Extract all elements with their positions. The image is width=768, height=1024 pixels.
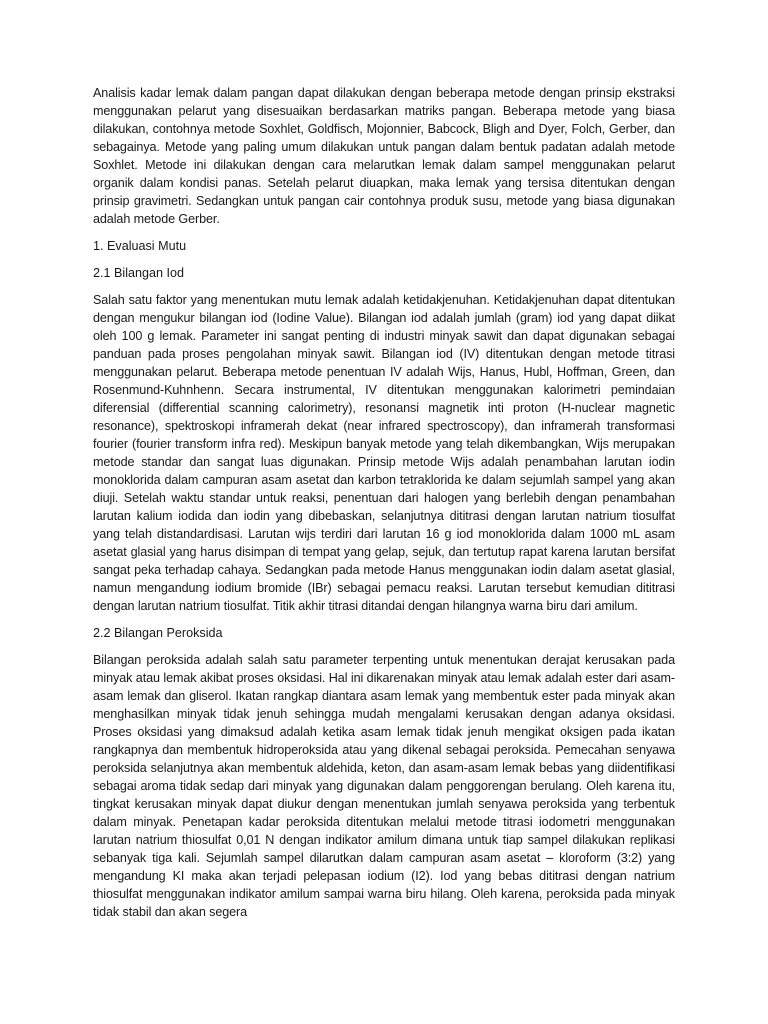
spacer xyxy=(93,282,675,291)
spacer xyxy=(93,228,675,237)
heading-bilangan-iod: 2.1 Bilangan Iod xyxy=(93,266,185,280)
heading-bilangan-peroksida: 2.2 Bilangan Peroksida xyxy=(93,626,223,640)
heading-evaluasi-mutu: 1. Evaluasi Mutu xyxy=(93,239,187,253)
intro-paragraph: Analisis kadar lemak dalam pangan dapat dilakukan dengan beberapa metode dengan prinsip ekstraksi menggunakan pelarut yang disesuaikan berdasarkan matriks pangan. Beberapa metode yang biasa dilakukan, contohnya metode Soxhlet, Goldfisch, Mojonnier, Babcock, Bligh and Dyer, Folch, Gerber, dan sebagainya. Metode yang paling umum dilakukan untuk pangan dalam bentuk padatan adalah metode Soxhlet. Metode ini dilakukan dengan cara melarutkan lemak dalam sampel menggunakan pelarut organik dalam kondisi panas. Setelah pelarut diuapkan, maka lemak yang tersisa ditentukan dengan prinsip gravimetri. Sedangkan untuk pangan cair contohnya produk susu, metode yang biasa digunakan adalah metode Gerber. xyxy=(93,86,675,226)
paragraph-bilangan-iod: Salah satu faktor yang menentukan mutu lemak adalah ketidakjenuhan. Ketidakjenuhan dapat ditentukan dengan mengukur bilangan iod (Iodine Value). Bilangan iod adalah jumlah (gram) iod yang dapat diikat oleh 100 g lemak. Parameter ini sangat penting di industri minyak sawit dan dapat digunakan sebagai panduan pada proses pengolahan minyak sawit. Bilangan iod (IV) ditentukan dengan metode titrasi menggunakan pelarut. Beberapa metode penentuan IV adalah Wijs, Hanus, Hubl, Hoffman, Green, dan Rosenmund-Kuhnhenn. Secara instrumental, IV ditentukan menggunakan kalorimetri pemindaian diferensial (differential scanning calorimetry), resonansi magnetik inti proton (H-nuclear magnetic resonance), spektroskopi inframerah dekat (near infrared spectroscopy), dan inframerah transformasi fourier (fourier transform infra red). Meskipun banyak metode yang telah dikembangkan, Wijs merupakan metode standar dan sangat luas digunakan. Prinsip metode Wijs adalah penambahan larutan iodin monoklorida dalam campuran asam asetat dan karbon tetraklorida ke dalam sejumlah sampel yang akan diuji. Setelah waktu standar untuk reaksi, penentuan dari halogen yang berlebih dengan penambahan larutan kalium iodida dan iodin yang dibebaskan, selanjutnya dititrasi dengan larutan natrium tiosulfat yang telah distandardisasi. Larutan wijs terdiri dari larutan 16 g iod monoklorida dalam 1000 mL asam asetat glasial yang harus disimpan di tempat yang gelap, sejuk, dan tertutup rapat karena larutan bersifat sangat peka terhadap cahaya. Sedangkan pada metode Hanus menggunakan iodin dalam asetat glasial, namun mengandung iodium bromide (IBr) sebagai pemacu reaksi. Larutan tersebut kemudian dititrasi dengan larutan natrium tiosulfat. Titik akhir titrasi ditandai dengan hilangnya warna biru dari amilum. xyxy=(93,293,675,613)
spacer xyxy=(93,615,675,624)
spacer xyxy=(93,255,675,264)
paragraph-bilangan-peroksida: Bilangan peroksida adalah salah satu parameter terpenting untuk menentukan derajat kerusakan pada minyak atau lemak akibat proses oksidasi. Hal ini dikarenakan minyak atau lemak adalah ester dari asam-asam lemak dan gliserol. Ikatan rangkap diantara asam lemak yang membentuk ester pada minyak akan menghasilkan minyak tidak jenuh sehingga mudah mengalami kerusakan dengan adanya oksidasi. Proses oksidasi yang dimaksud adalah ketika asam lemak tidak jenuh mengikat oksigen pada ikatan rangkapnya dan membentuk hidroperoksida atau yang dikenal sebagai peroksida. Pemecahan senyawa peroksida selanjutnya akan membentuk aldehida, keton, dan asam-asam lemak bebas yang diidentifikasi sebagai aroma tidak sedap dari minyak yang digunakan dalam penggorengan berulang. Oleh karena itu, tingkat kerusakan minyak dapat diukur dengan menentukan jumlah senyawa peroksida yang terbentuk dalam minyak. Penetapan kadar peroksida ditentukan melalui metode titrasi iodometri menggunakan larutan natrium thiosulfat 0,01 N dengan indikator amilum dimana untuk tiap sampel dilakukan replikasi sebanyak tiga kali. Sejumlah sampel dilarutkan dalam campuran asam asetat – kloroform (3:2) yang mengandung KI maka akan terjadi pelepasan iodium (I2). Iod yang bebas dititrasi dengan natrium thiosulfat menggunakan indikator amilum sampai warna biru hilang. Oleh karena, peroksida pada minyak tidak stabil dan akan segera xyxy=(93,653,675,919)
document-page xyxy=(93,84,675,921)
spacer xyxy=(93,642,675,651)
